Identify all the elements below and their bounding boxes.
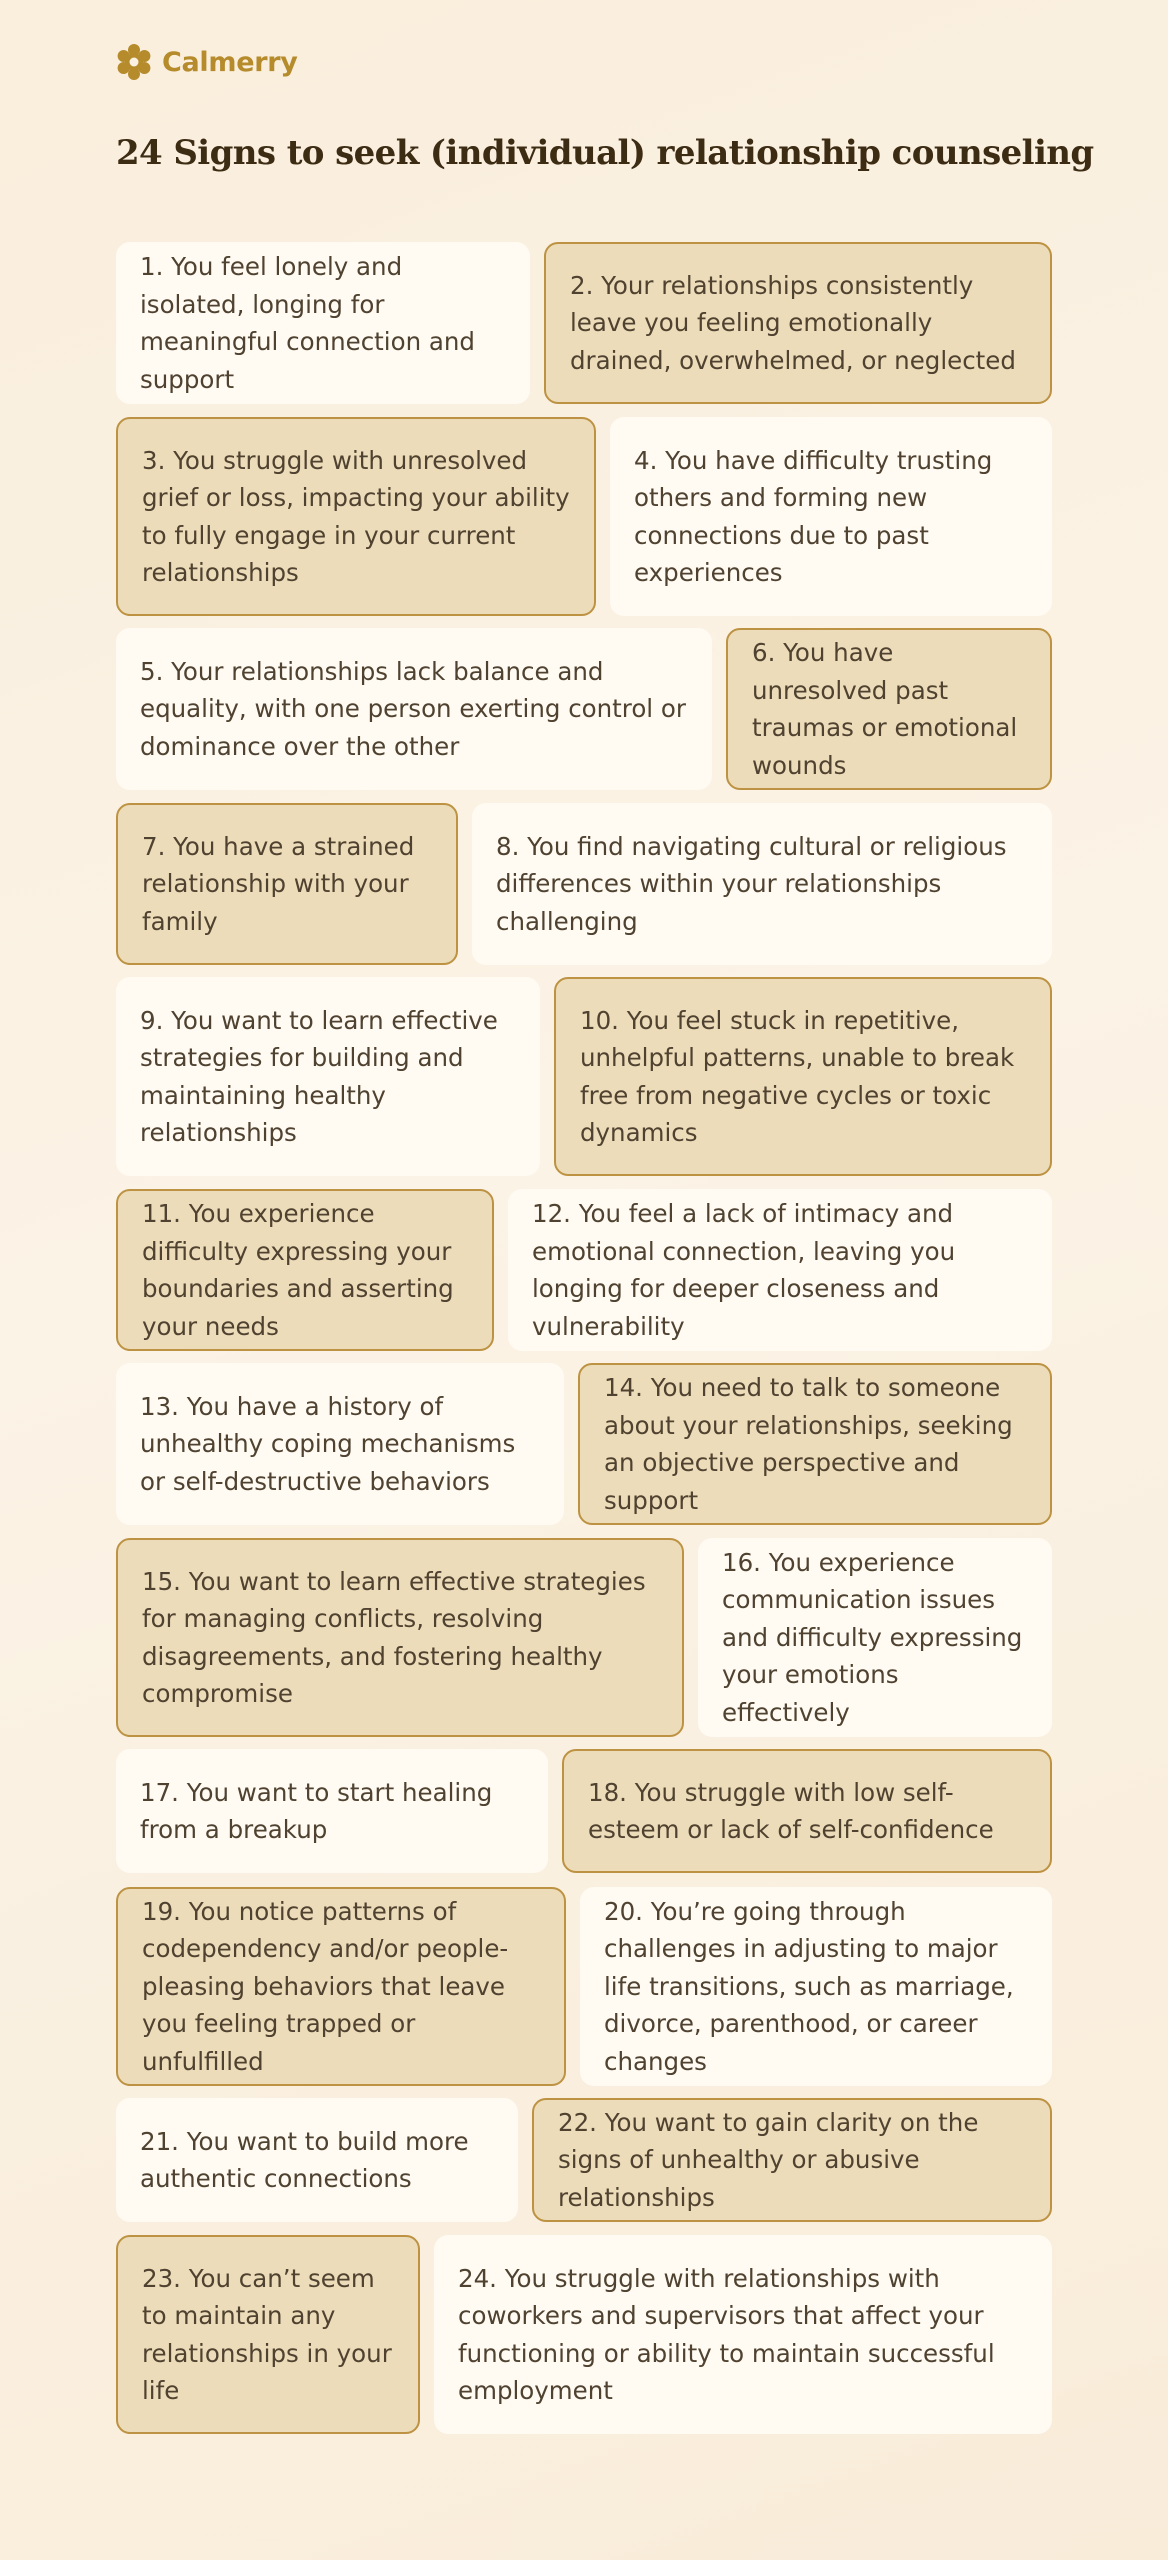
sign-card-8	[472, 803, 1052, 965]
sign-card-11	[116, 1189, 494, 1351]
sign-text: 15. You want to learn effective strategies for managing conflicts, resolving disagreements, and fostering healthy compromise	[142, 1566, 646, 1708]
sign-card-24	[434, 2235, 1052, 2434]
sign-text: 23. You can’t seem to maintain any relationships in your life	[142, 2263, 392, 2405]
sign-card-16	[698, 1538, 1052, 1737]
sign-text: 18. You struggle with low self-esteem or lack of self-confidence	[588, 1777, 994, 1844]
sign-card-21	[116, 2098, 518, 2222]
sign-card-18	[562, 1749, 1052, 1873]
sign-text: 8. You find navigating cultural or religious differences within your relationships challenging	[496, 831, 1007, 936]
sign-card-4	[610, 417, 1052, 616]
sign-text: 21. You want to build more authentic connections	[140, 2126, 469, 2193]
sign-text: 7. You have a strained relationship with your family	[142, 831, 415, 936]
signs-row-5	[116, 977, 1052, 1176]
sign-text: 13. You have a history of unhealthy coping mechanisms or self-destructive behaviors	[140, 1391, 516, 1496]
sign-card-10	[554, 977, 1052, 1176]
signs-row-2	[116, 417, 1052, 616]
sign-text: 19. You notice patterns of codependency and/or people-pleasing behaviors that leave you feeling trapped or unfulfilled	[142, 1896, 509, 2076]
signs-row-10	[116, 1887, 1052, 2086]
sign-card-15	[116, 1538, 684, 1737]
sign-card-7	[116, 803, 458, 965]
sign-card-9	[116, 977, 540, 1176]
brand-name: Calmerry	[162, 46, 298, 78]
sign-card-1	[116, 242, 530, 404]
sign-card-17	[116, 1749, 548, 1873]
sign-text: 16. You experience communication issues and difficulty expressing your emotions effectively	[722, 1547, 1023, 1727]
brand-logo	[116, 42, 298, 82]
sign-text: 2. Your relationships consistently leave you feeling emotionally drained, overwhelmed, or neglected	[570, 270, 1016, 375]
sign-card-2	[544, 242, 1052, 404]
sign-card-3	[116, 417, 596, 616]
sign-text: 17. You want to start healing from a breakup	[140, 1777, 493, 1844]
signs-row-11	[116, 2098, 1052, 2222]
sign-text: 1. You feel lonely and isolated, longing for meaningful connection and support	[140, 252, 475, 394]
sign-text: 6. You have unresolved past traumas or emotional wounds	[752, 638, 1018, 780]
sign-text: 20. You’re going through challenges in adjusting to major life transitions, such as marriage, divorce, parenthood, or career changes	[604, 1896, 1014, 2076]
signs-row-4	[116, 803, 1052, 965]
sign-text: 12. You feel a lack of intimacy and emotional connection, leaving you longing for deeper closeness and vulnerability	[532, 1199, 956, 1341]
signs-row-7	[116, 1363, 1052, 1525]
sign-text: 11. You experience difficulty expressing your boundaries and asserting your needs	[142, 1199, 454, 1341]
sign-text: 14. You need to talk to someone about your relationships, seeking an objective perspective and support	[604, 1373, 1013, 1515]
signs-row-9	[116, 1749, 1052, 1873]
signs-row-3	[116, 628, 1052, 790]
sign-card-13	[116, 1363, 564, 1525]
page-title: 24 Signs to seek (individual) relationship counseling	[116, 133, 1094, 173]
signs-row-1	[116, 242, 1052, 404]
flower-icon	[116, 44, 152, 80]
signs-row-8	[116, 1538, 1052, 1737]
sign-text: 22. You want to gain clarity on the signs of unhealthy or abusive relationships	[558, 2107, 979, 2212]
sign-card-12	[508, 1189, 1052, 1351]
sign-text: 5. Your relationships lack balance and equality, with one person exerting control or dominance over the other	[140, 656, 686, 761]
sign-card-14	[578, 1363, 1052, 1525]
sign-card-6	[726, 628, 1052, 790]
signs-row-12	[116, 2235, 1052, 2434]
sign-text: 10. You feel stuck in repetitive, unhelpful patterns, unable to break free from negative cycles or toxic dynamics	[580, 1005, 1015, 1147]
sign-text: 3. You struggle with unresolved grief or loss, impacting your ability to fully engage in your current relationships	[142, 445, 570, 587]
sign-text: 9. You want to learn effective strategies for building and maintaining healthy relationships	[140, 1005, 498, 1147]
signs-row-6	[116, 1189, 1052, 1351]
sign-card-19	[116, 1887, 566, 2086]
sign-card-20	[580, 1887, 1052, 2086]
sign-text: 24. You struggle with relationships with coworkers and supervisors that affect your functioning or ability to maintain successful employment	[458, 2263, 995, 2405]
sign-card-23	[116, 2235, 420, 2434]
sign-text: 4. You have difficulty trusting others and forming new connections due to past experiences	[634, 445, 993, 587]
sign-card-22	[532, 2098, 1052, 2222]
sign-card-5	[116, 628, 712, 790]
